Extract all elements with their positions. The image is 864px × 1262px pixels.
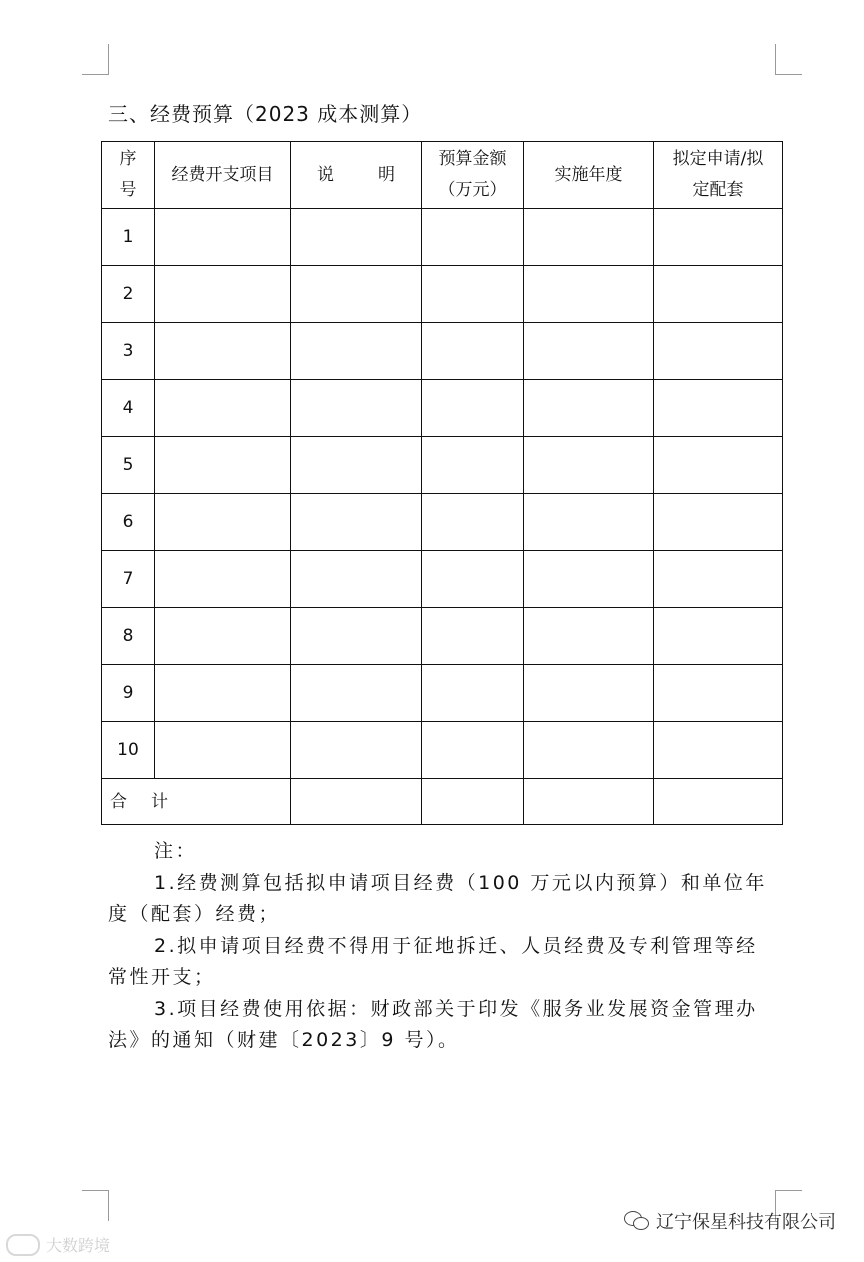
match-cell[interactable] bbox=[654, 665, 783, 722]
year-cell[interactable] bbox=[524, 437, 654, 494]
total-label bbox=[102, 779, 291, 825]
match-cell[interactable] bbox=[654, 551, 783, 608]
budget-table bbox=[101, 141, 783, 825]
header-desc-right: 明 bbox=[378, 164, 395, 185]
item-cell[interactable] bbox=[155, 494, 291, 551]
table-body bbox=[102, 209, 783, 779]
year-cell[interactable] bbox=[524, 266, 654, 323]
year-cell[interactable] bbox=[524, 665, 654, 722]
row-seq-number: 8 bbox=[102, 608, 155, 665]
crop-mark-bottom-left bbox=[82, 1190, 109, 1221]
footer-brand bbox=[624, 1208, 836, 1234]
item-cell[interactable] bbox=[155, 323, 291, 380]
item-cell[interactable] bbox=[155, 380, 291, 437]
footer-brand-text: 辽宁保星科技有限公司 bbox=[656, 1212, 836, 1233]
desc-cell[interactable] bbox=[291, 266, 422, 323]
total-desc-cell[interactable] bbox=[291, 779, 422, 825]
match-cell[interactable] bbox=[654, 608, 783, 665]
item-cell[interactable] bbox=[155, 722, 291, 779]
amount-cell[interactable] bbox=[422, 722, 524, 779]
row-seq-number: 3 bbox=[102, 323, 155, 380]
amount-cell[interactable] bbox=[422, 494, 524, 551]
year-cell[interactable] bbox=[524, 209, 654, 266]
amount-cell[interactable] bbox=[422, 608, 524, 665]
row-seq-number: 4 bbox=[102, 380, 155, 437]
item-cell[interactable] bbox=[155, 608, 291, 665]
row-seq-number: 9 bbox=[102, 665, 155, 722]
amount-cell[interactable] bbox=[422, 437, 524, 494]
match-cell[interactable] bbox=[654, 209, 783, 266]
item-cell[interactable] bbox=[155, 551, 291, 608]
year-cell[interactable] bbox=[524, 494, 654, 551]
amount-cell[interactable] bbox=[422, 380, 524, 437]
total-amount-cell[interactable] bbox=[422, 779, 524, 825]
note-1-line-2: 度（配套）经费； bbox=[108, 903, 281, 925]
header-amount bbox=[422, 142, 524, 209]
item-cell[interactable] bbox=[155, 437, 291, 494]
total-row bbox=[102, 779, 783, 825]
section-title: 三、经费预算（2023 成本测算） bbox=[108, 102, 423, 126]
note-3-line-2: 法》的通知（财建〔2023〕9 号）。 bbox=[108, 1029, 460, 1051]
notes-heading: 注： bbox=[154, 840, 198, 862]
desc-cell[interactable] bbox=[291, 551, 422, 608]
desc-cell[interactable] bbox=[291, 722, 422, 779]
desc-cell[interactable] bbox=[291, 323, 422, 380]
note-3-line-1: 3.项目经费使用依据：财政部关于印发《服务业发展资金管理办 bbox=[154, 997, 758, 1020]
note-1-line-1: 1.经费测算包括拟申请项目经费（100 万元以内预算）和单位年 bbox=[154, 871, 767, 894]
row-seq-number: 7 bbox=[102, 551, 155, 608]
desc-cell[interactable] bbox=[291, 209, 422, 266]
header-year: 实施年度 bbox=[524, 142, 654, 209]
notes-section bbox=[108, 836, 776, 1057]
year-cell[interactable] bbox=[524, 380, 654, 437]
header-match bbox=[654, 142, 783, 209]
item-cell[interactable] bbox=[155, 665, 291, 722]
amount-cell[interactable] bbox=[422, 209, 524, 266]
note-2-line-1: 2.拟申请项目经费不得用于征地拆迁、人员经费及专利管理等经 bbox=[154, 934, 758, 957]
header-seq bbox=[102, 142, 155, 209]
year-cell[interactable] bbox=[524, 722, 654, 779]
item-cell[interactable] bbox=[155, 209, 291, 266]
total-label-right: 计 bbox=[151, 791, 168, 812]
crop-mark-top-right bbox=[775, 44, 802, 75]
header-match-line2: 定配套 bbox=[692, 180, 744, 200]
desc-cell[interactable] bbox=[291, 665, 422, 722]
wechat-icon bbox=[624, 1211, 650, 1231]
year-cell[interactable] bbox=[524, 608, 654, 665]
table-row bbox=[102, 551, 783, 608]
header-item: 经费开支项目 bbox=[155, 142, 291, 209]
table-row bbox=[102, 266, 783, 323]
table-row bbox=[102, 665, 783, 722]
header-desc bbox=[291, 142, 422, 209]
header-seq-line1: 序 bbox=[119, 149, 137, 169]
item-cell[interactable] bbox=[155, 266, 291, 323]
row-seq-number: 10 bbox=[102, 722, 155, 779]
total-label-left: 合 bbox=[110, 791, 127, 812]
table-row bbox=[102, 437, 783, 494]
desc-cell[interactable] bbox=[291, 380, 422, 437]
header-amount-line2: （万元） bbox=[438, 180, 507, 200]
desc-cell[interactable] bbox=[291, 608, 422, 665]
match-cell[interactable] bbox=[654, 266, 783, 323]
amount-cell[interactable] bbox=[422, 323, 524, 380]
header-amount-line1: 预算金额 bbox=[438, 149, 507, 169]
row-seq-number: 1 bbox=[102, 209, 155, 266]
header-match-line1: 拟定申请/拟 bbox=[672, 149, 764, 169]
desc-cell[interactable] bbox=[291, 437, 422, 494]
table-row bbox=[102, 209, 783, 266]
row-seq-number: 2 bbox=[102, 266, 155, 323]
match-cell[interactable] bbox=[654, 437, 783, 494]
match-cell[interactable] bbox=[654, 494, 783, 551]
total-year-cell[interactable] bbox=[524, 779, 654, 825]
year-cell[interactable] bbox=[524, 323, 654, 380]
year-cell[interactable] bbox=[524, 551, 654, 608]
watermark-text: 大数跨境 bbox=[46, 1236, 111, 1255]
crop-mark-top-left bbox=[82, 44, 109, 75]
amount-cell[interactable] bbox=[422, 266, 524, 323]
table-row bbox=[102, 494, 783, 551]
watermark-logo-icon bbox=[6, 1234, 40, 1256]
amount-cell[interactable] bbox=[422, 551, 524, 608]
desc-cell[interactable] bbox=[291, 494, 422, 551]
header-desc-left: 说 bbox=[317, 164, 334, 185]
match-cell[interactable] bbox=[654, 722, 783, 779]
table-row bbox=[102, 608, 783, 665]
note-2-line-2: 常性开支； bbox=[108, 966, 216, 988]
total-match-cell[interactable] bbox=[654, 779, 783, 825]
amount-cell[interactable] bbox=[422, 665, 524, 722]
table-row bbox=[102, 722, 783, 779]
table-row bbox=[102, 380, 783, 437]
row-seq-number: 5 bbox=[102, 437, 155, 494]
row-seq-number: 6 bbox=[102, 494, 155, 551]
match-cell[interactable] bbox=[654, 380, 783, 437]
table-header-row bbox=[102, 142, 783, 209]
header-seq-line2: 号 bbox=[119, 180, 137, 200]
table-row bbox=[102, 323, 783, 380]
match-cell[interactable] bbox=[654, 323, 783, 380]
watermark bbox=[6, 1233, 110, 1256]
